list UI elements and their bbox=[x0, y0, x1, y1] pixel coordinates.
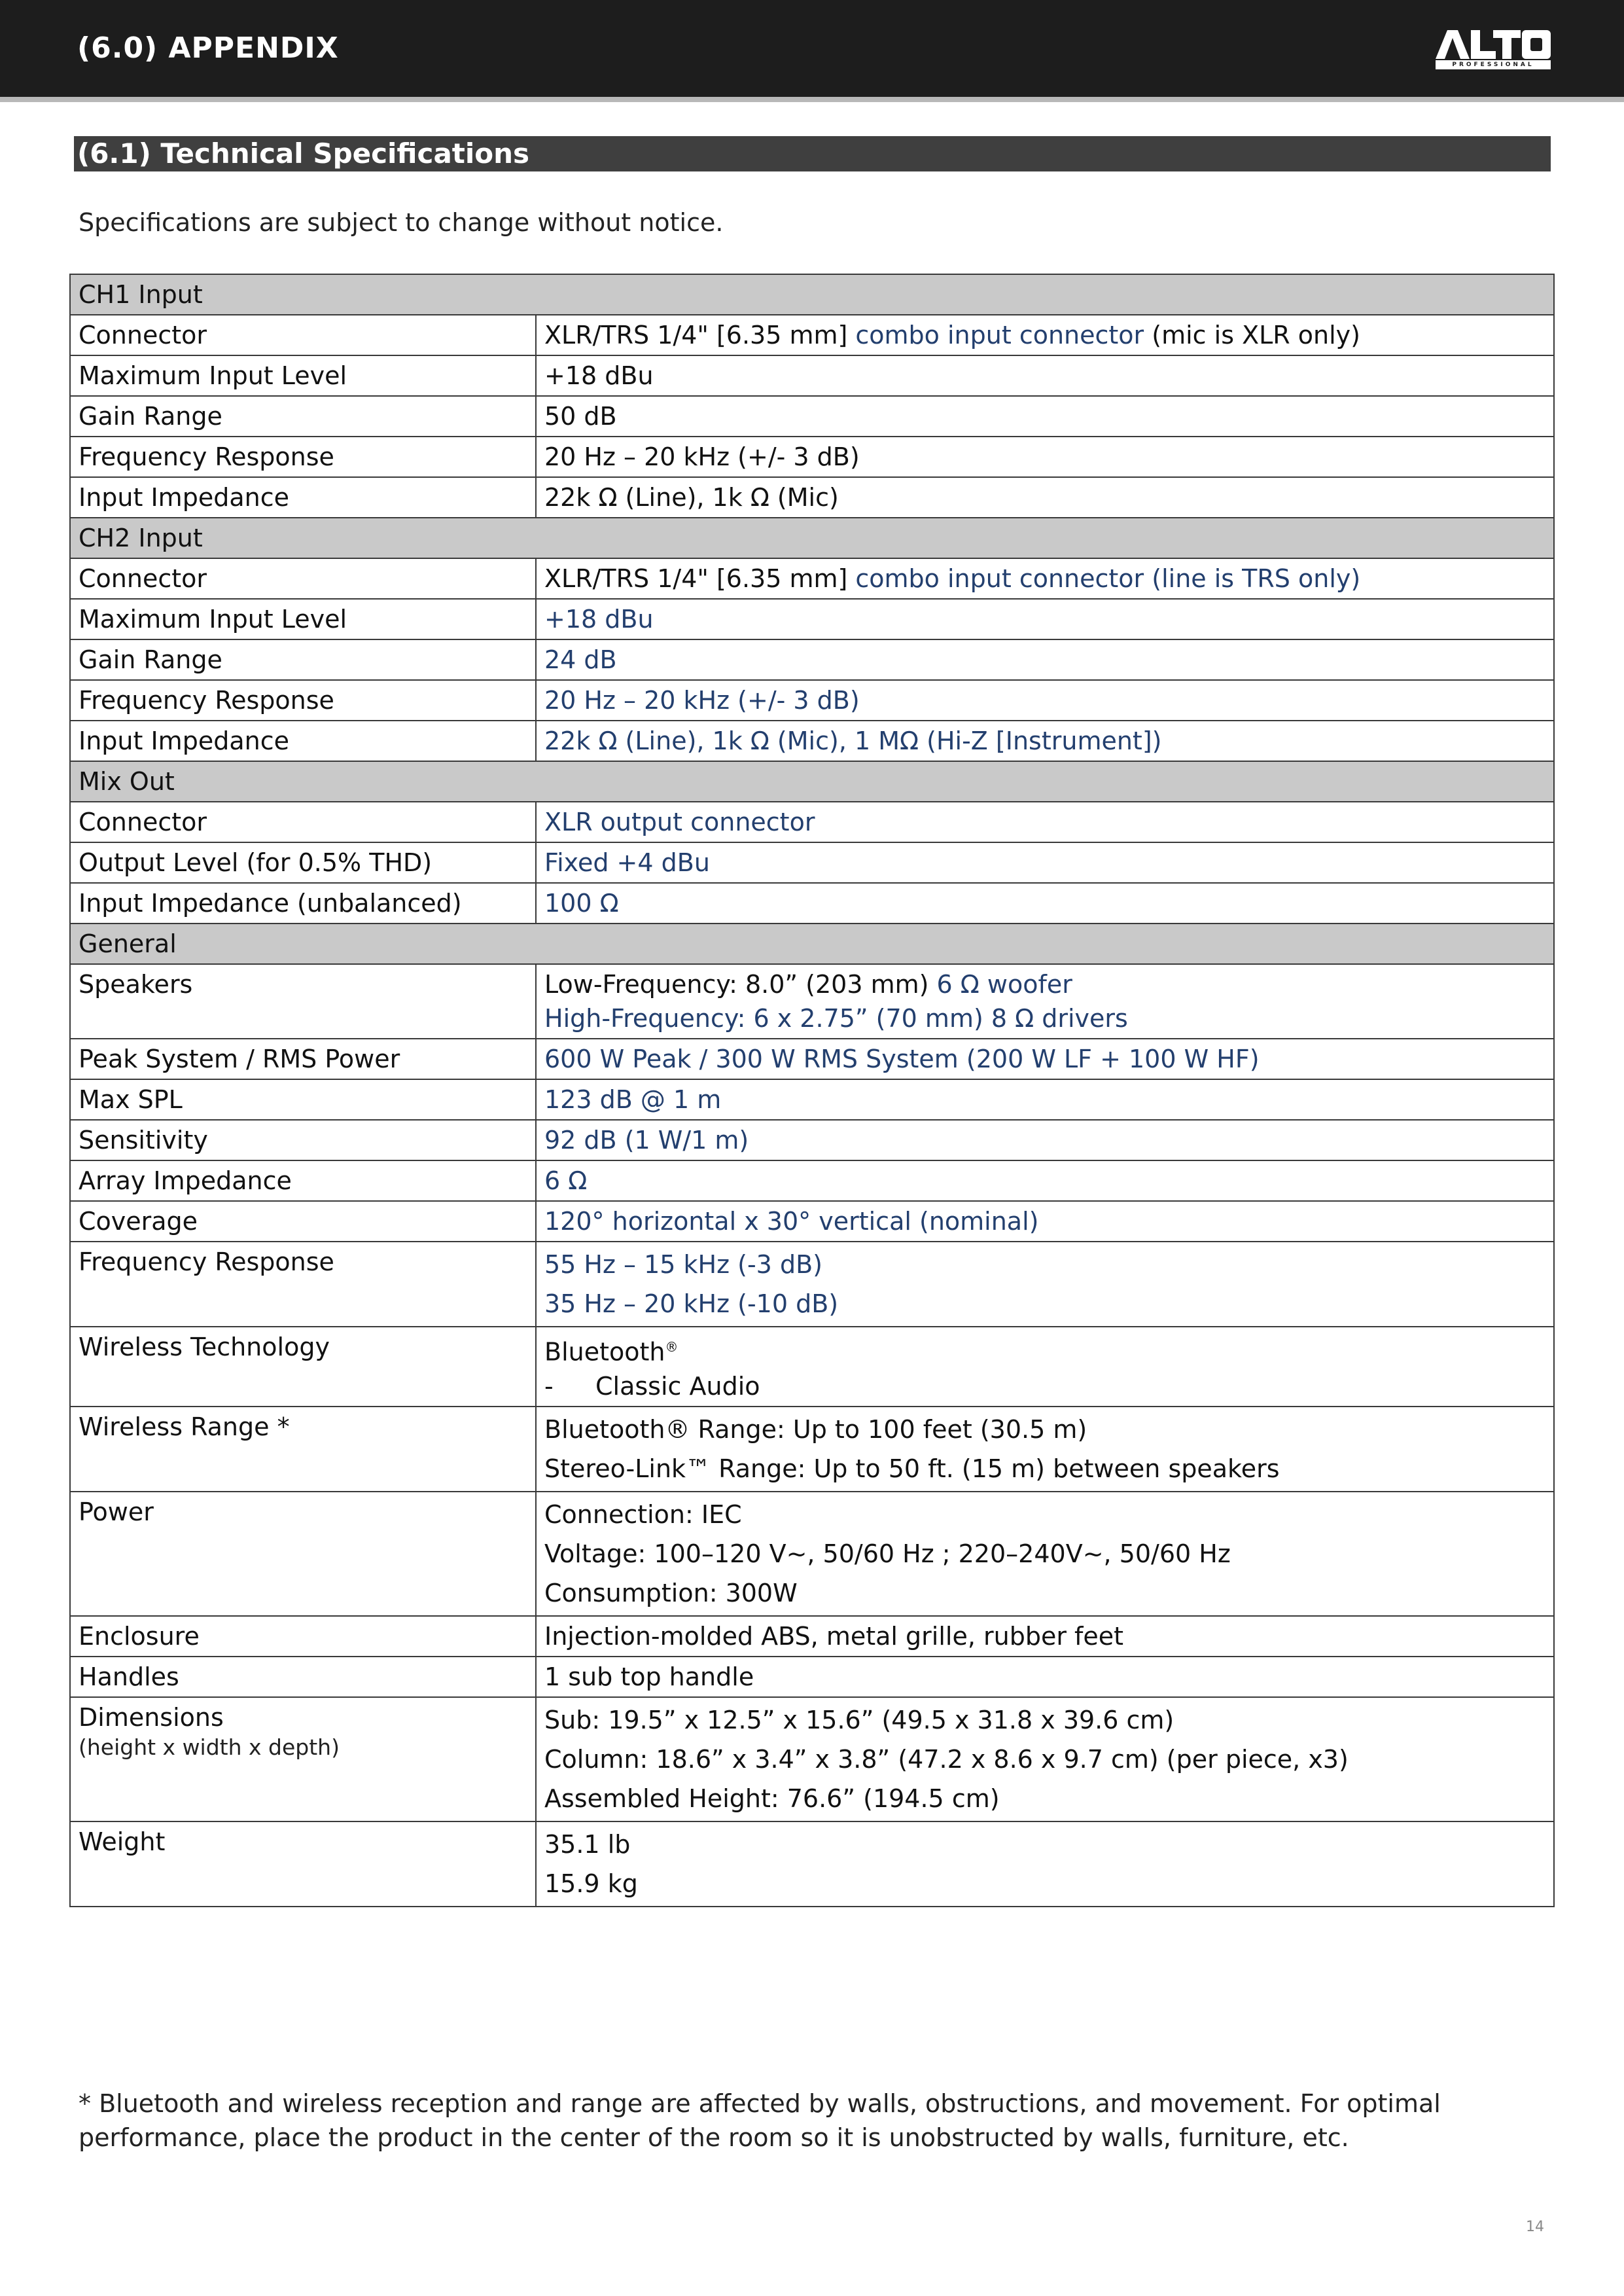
spec-value: Bluetooth® - Classic Audio bbox=[536, 1327, 1554, 1407]
table-row bbox=[70, 1327, 1554, 1407]
table-row bbox=[70, 315, 1554, 355]
page-title: (6.0) APPENDIX bbox=[77, 31, 339, 65]
spec-label: Weight bbox=[70, 1821, 536, 1907]
spec-value: Low-Frequency: 8.0” (203 mm) 6 Ω woofer High-Frequency: 6 x 2.75” (70 mm) 8 Ω drivers bbox=[536, 964, 1554, 1039]
table-row bbox=[70, 964, 1554, 1039]
table-row bbox=[70, 1201, 1554, 1242]
spec-label: Wireless Range * bbox=[70, 1407, 536, 1492]
spec-value: Injection-molded ABS, metal grille, rubber feet bbox=[536, 1616, 1554, 1657]
table-row bbox=[70, 1821, 1554, 1907]
spec-value: 22k Ω (Line), 1k Ω (Mic), 1 MΩ (Hi-Z [Instrument]) bbox=[536, 721, 1554, 761]
spec-value: 92 dB (1 W/1 m) bbox=[536, 1120, 1554, 1160]
table-row bbox=[70, 802, 1554, 842]
spec-label: Connector bbox=[70, 558, 536, 599]
spec-value: 20 Hz – 20 kHz (+/- 3 dB) bbox=[536, 437, 1554, 477]
spec-value: Connection: IEC Voltage: 100–120 V~, 50/60 Hz ; 220–240V~, 50/60 Hz Consumption: 300W bbox=[536, 1492, 1554, 1616]
spec-value: 120° horizontal x 30° vertical (nominal) bbox=[536, 1201, 1554, 1242]
table-row bbox=[70, 396, 1554, 437]
spec-label: Coverage bbox=[70, 1201, 536, 1242]
table-row bbox=[70, 680, 1554, 721]
spec-label: Max SPL bbox=[70, 1079, 536, 1120]
alto-logo-mark bbox=[1436, 30, 1551, 59]
intro-text: Specifications are subject to change without notice. bbox=[79, 208, 724, 237]
spec-value: Sub: 19.5” x 12.5” x 15.6” (49.5 x 31.8 x 39.6 cm) Column: 18.6” x 3.4” x 3.8” (47.2 x 8.6 x 9.7 cm) (per piece, x3) Assembled Height: 76.6” (194.5 cm) bbox=[536, 1697, 1554, 1821]
footnote: * Bluetooth and wireless reception and range are affected by walls, obstructions, and movement. For optimal performance, place the product in the center of the room so it is unobstructed by walls, furniture, etc. bbox=[79, 2089, 1441, 2152]
spec-value: 22k Ω (Line), 1k Ω (Mic) bbox=[536, 477, 1554, 518]
bullet-dash: - bbox=[544, 1371, 554, 1401]
spec-value: Bluetooth® Range: Up to 100 feet (30.5 m) Stereo-Link™ Range: Up to 50 ft. (15 m) between speakers bbox=[536, 1407, 1554, 1492]
group-title: General bbox=[70, 924, 1554, 964]
table-row bbox=[70, 1120, 1554, 1160]
spec-label: Frequency Response bbox=[70, 1242, 536, 1327]
spec-label: Input Impedance bbox=[70, 477, 536, 518]
spec-label: Wireless Technology bbox=[70, 1327, 536, 1407]
spec-value: 35.1 lb 15.9 kg bbox=[536, 1821, 1554, 1907]
table-row bbox=[70, 1079, 1554, 1120]
table-row bbox=[70, 1492, 1554, 1616]
header-divider bbox=[0, 97, 1624, 102]
table-row bbox=[70, 1160, 1554, 1201]
table-row bbox=[70, 1242, 1554, 1327]
table-row bbox=[70, 558, 1554, 599]
spec-label: Peak System / RMS Power bbox=[70, 1039, 536, 1079]
spec-value: +18 dBu bbox=[536, 599, 1554, 639]
spec-value: XLR output connector bbox=[536, 802, 1554, 842]
table-row bbox=[70, 1697, 1554, 1821]
table-row bbox=[70, 355, 1554, 396]
table-row bbox=[70, 437, 1554, 477]
group-title: CH2 Input bbox=[70, 518, 1554, 558]
spec-label: Frequency Response bbox=[70, 437, 536, 477]
table-row bbox=[70, 721, 1554, 761]
spec-label: Input Impedance (unbalanced) bbox=[70, 883, 536, 924]
spec-label: Gain Range bbox=[70, 396, 536, 437]
spec-label: Output Level (for 0.5% THD) bbox=[70, 842, 536, 883]
spec-label: Power bbox=[70, 1492, 536, 1616]
spec-label: Enclosure bbox=[70, 1616, 536, 1657]
spec-label: Sensitivity bbox=[70, 1120, 536, 1160]
spec-label: Gain Range bbox=[70, 639, 536, 680]
spec-label: Connector bbox=[70, 802, 536, 842]
spec-value: 20 Hz – 20 kHz (+/- 3 dB) bbox=[536, 680, 1554, 721]
group-header-ch1 bbox=[70, 274, 1554, 315]
table-row bbox=[70, 842, 1554, 883]
spec-value: XLR/TRS 1/4" [6.35 mm] combo input connector (mic is XLR only) bbox=[536, 315, 1554, 355]
alto-professional-logo bbox=[1436, 30, 1551, 69]
spec-value: 600 W Peak / 300 W RMS System (200 W LF + 100 W HF) bbox=[536, 1039, 1554, 1079]
spec-value: 50 dB bbox=[536, 396, 1554, 437]
table-row bbox=[70, 883, 1554, 924]
table-row bbox=[70, 1407, 1554, 1492]
spec-table bbox=[69, 274, 1555, 1907]
section-title: (6.1) Technical Specifications bbox=[77, 137, 530, 170]
table-row bbox=[70, 599, 1554, 639]
spec-label: Maximum Input Level bbox=[70, 355, 536, 396]
spec-label: Handles bbox=[70, 1657, 536, 1697]
spec-value: 123 dB @ 1 m bbox=[536, 1079, 1554, 1120]
spec-value: Fixed +4 dBu bbox=[536, 842, 1554, 883]
logo-subtitle: PROFESSIONAL bbox=[1436, 60, 1551, 69]
group-title: Mix Out bbox=[70, 761, 1554, 802]
spec-value: XLR/TRS 1/4" [6.35 mm] combo input connector (line is TRS only) bbox=[536, 558, 1554, 599]
spec-label: Connector bbox=[70, 315, 536, 355]
spec-value: +18 dBu bbox=[536, 355, 1554, 396]
group-title: CH1 Input bbox=[70, 274, 1554, 315]
spec-label: Dimensions (height x width x depth) bbox=[70, 1697, 536, 1821]
table-row bbox=[70, 1616, 1554, 1657]
spec-sublabel: (height x width x depth) bbox=[79, 1734, 340, 1760]
spec-value: 6 Ω bbox=[536, 1160, 1554, 1201]
spec-value: 1 sub top handle bbox=[536, 1657, 1554, 1697]
group-header-mix-out bbox=[70, 761, 1554, 802]
page-number: 14 bbox=[1526, 2219, 1544, 2235]
group-header-ch2 bbox=[70, 518, 1554, 558]
spec-value: 55 Hz – 15 kHz (-3 dB) 35 Hz – 20 kHz (-10 dB) bbox=[536, 1242, 1554, 1327]
spec-label: Array Impedance bbox=[70, 1160, 536, 1201]
spec-label: Speakers bbox=[70, 964, 536, 1039]
spec-label: Frequency Response bbox=[70, 680, 536, 721]
table-row bbox=[70, 1657, 1554, 1697]
spec-value: 100 Ω bbox=[536, 883, 1554, 924]
table-row bbox=[70, 477, 1554, 518]
spec-label: Maximum Input Level bbox=[70, 599, 536, 639]
table-row bbox=[70, 639, 1554, 680]
group-header-general bbox=[70, 924, 1554, 964]
spec-label: Input Impedance bbox=[70, 721, 536, 761]
spec-value: 24 dB bbox=[536, 639, 1554, 680]
table-row bbox=[70, 1039, 1554, 1079]
